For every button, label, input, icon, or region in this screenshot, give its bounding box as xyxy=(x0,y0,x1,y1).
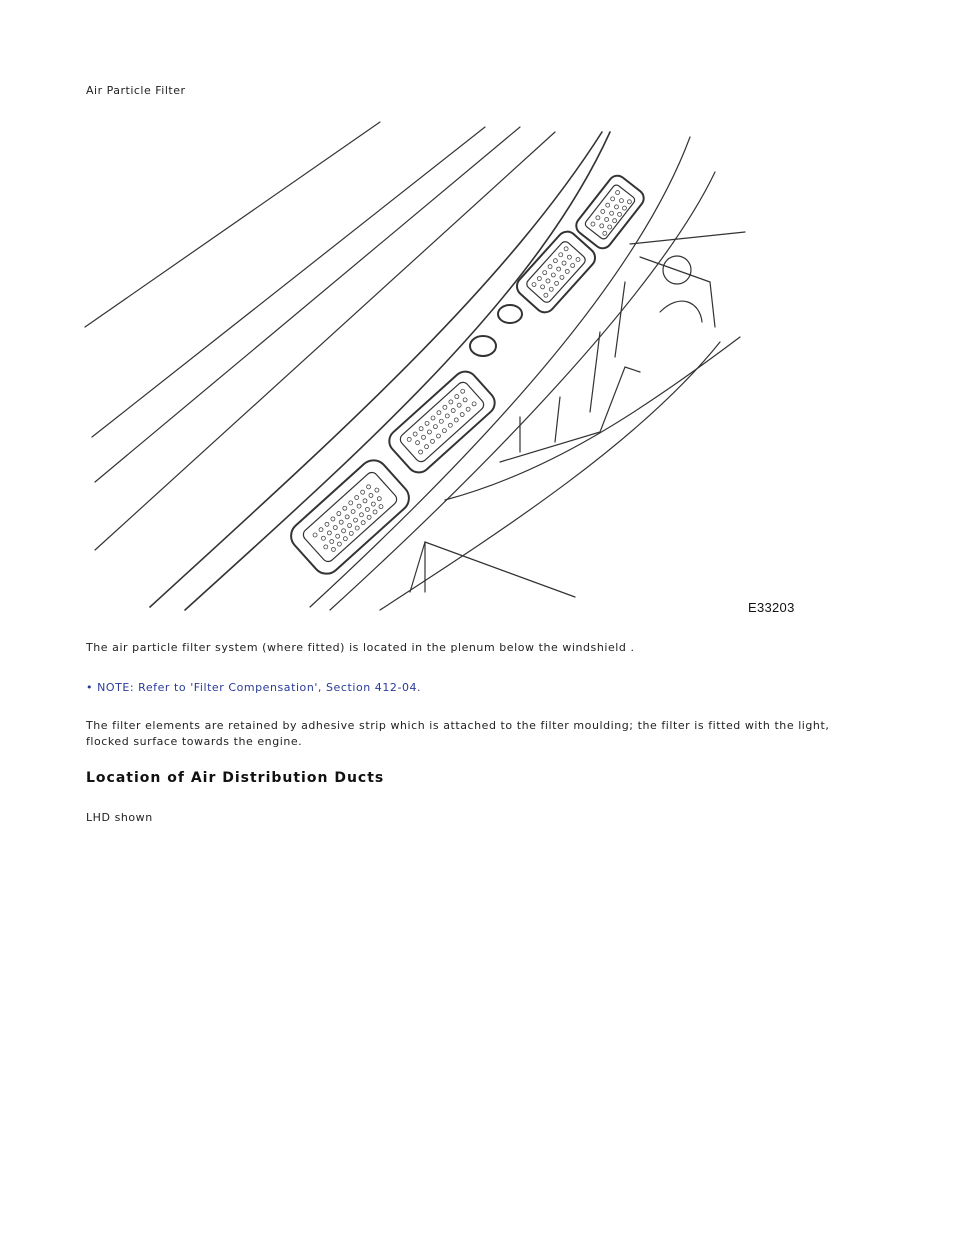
bay-panel-edge xyxy=(445,337,740,500)
filter-line-drawing xyxy=(80,112,840,622)
bay-line-2 xyxy=(640,257,715,327)
bay-line-1 xyxy=(630,232,745,244)
figure-code: E33203 xyxy=(748,600,795,615)
filter-element-2 xyxy=(384,367,499,478)
intro-paragraph: The air particle filter system (where fitted) is located in the plenum below the windshield . xyxy=(86,641,635,654)
bay-hose xyxy=(660,301,702,322)
filter-element-1 xyxy=(285,455,414,580)
bay-rib-2 xyxy=(555,397,560,442)
windshield-line-2 xyxy=(92,127,485,437)
filter-element-3 xyxy=(513,228,599,317)
bay-rib-4 xyxy=(615,282,625,357)
section-heading: Location of Air Distribution Ducts xyxy=(86,770,385,786)
cowl-line-1 xyxy=(310,137,690,607)
plenum-edge-outer xyxy=(150,132,602,607)
plenum-edge-inner xyxy=(185,132,610,610)
bay-bracket xyxy=(500,367,640,462)
bay-strut xyxy=(425,542,575,597)
note-link[interactable]: • NOTE: Refer to 'Filter Compensation', Section 412-04. xyxy=(86,681,422,694)
lhd-caption: LHD shown xyxy=(86,811,153,824)
air-particle-filter-illustration xyxy=(80,112,840,622)
bay-rib-3 xyxy=(590,332,600,412)
washer-jet-lower xyxy=(498,305,522,323)
bay-edge xyxy=(410,542,425,592)
retention-paragraph: The filter elements are retained by adhesive strip which is attached to the filter moulding; the filter is fitted with the light, flocked surface towards the engine. xyxy=(86,719,830,748)
windshield-line-1 xyxy=(85,122,380,327)
bay-panel-lower xyxy=(380,342,720,610)
washer-jet-upper xyxy=(470,336,496,356)
figure-caption: Air Particle Filter xyxy=(86,84,186,97)
windshield-line-3 xyxy=(95,127,520,482)
